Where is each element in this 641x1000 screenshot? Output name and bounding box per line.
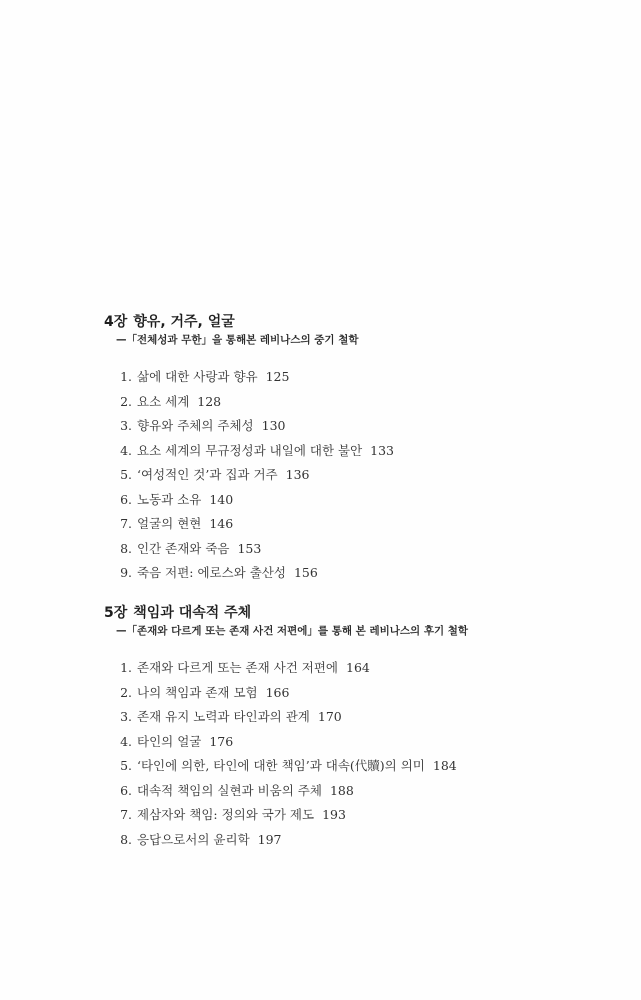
entry-title: 타인의 얼굴 bbox=[137, 733, 202, 749]
entry-title: 인간 존재와 죽음 bbox=[137, 540, 230, 556]
toc-entry[interactable] bbox=[117, 537, 604, 562]
entry-page: 166 bbox=[265, 684, 290, 700]
toc-entry[interactable] bbox=[117, 512, 604, 537]
entry-index: 5. bbox=[120, 467, 132, 482]
entry-title: 제삼자와 책임: 정의와 국가 제도 bbox=[137, 807, 315, 822]
chapter-5-section bbox=[104, 603, 604, 852]
entry-page: 164 bbox=[346, 660, 370, 675]
toc-entry[interactable] bbox=[117, 463, 604, 488]
entry-index: 2. bbox=[120, 684, 132, 700]
entry-title: 존재와 다르게 또는 존재 사건 저편에 bbox=[137, 660, 338, 675]
entry-page: 193 bbox=[322, 807, 346, 822]
entry-page: 176 bbox=[209, 733, 234, 749]
entry-title: 요소 세계의 무규정성과 내일에 대한 불안 bbox=[137, 442, 363, 458]
entry-title: ‘타인에 의한, 타인에 대한 책임’과 대속(代贖)의 의미 bbox=[137, 758, 425, 773]
entry-page: 128 bbox=[197, 393, 222, 409]
chapter-number: 4장 bbox=[104, 314, 128, 330]
entry-index: 1. bbox=[120, 369, 132, 384]
chapter-subtitle: —「전체성과 무한」을 통해본 레비나스의 중기 철학 bbox=[116, 334, 359, 346]
chapter-number: 5장 bbox=[104, 605, 128, 621]
entry-index: 4. bbox=[120, 733, 132, 749]
toc-list bbox=[117, 656, 604, 852]
entry-title: 응답으로서의 윤리학 bbox=[137, 831, 250, 847]
entry-title: 존재 유지 노력과 타인과의 관계 bbox=[137, 709, 310, 724]
entry-page: 125 bbox=[265, 369, 290, 384]
toc-entry[interactable] bbox=[117, 730, 604, 755]
toc-entry[interactable] bbox=[117, 439, 604, 464]
entry-index: 3. bbox=[120, 418, 132, 433]
entry-index: 3. bbox=[120, 709, 132, 724]
entry-index: 8. bbox=[120, 831, 132, 847]
entry-page: 197 bbox=[257, 831, 282, 847]
entry-page: 130 bbox=[261, 418, 286, 433]
toc-entry[interactable] bbox=[117, 779, 604, 804]
toc-list bbox=[117, 365, 604, 586]
entry-page: 146 bbox=[209, 516, 234, 531]
entry-title: 노동과 소유 bbox=[137, 491, 202, 507]
chapter-4-section bbox=[104, 312, 604, 586]
toc-entry[interactable] bbox=[117, 828, 604, 853]
entry-index: 6. bbox=[120, 782, 132, 798]
entry-page: 170 bbox=[317, 709, 342, 724]
entry-title: 삶에 대한 사랑과 향유 bbox=[137, 369, 258, 384]
entry-page: 140 bbox=[209, 491, 234, 507]
toc-entry[interactable] bbox=[117, 488, 604, 513]
toc-entry[interactable] bbox=[117, 390, 604, 415]
entry-title: 죽음 저편: 에로스와 출산성 bbox=[137, 565, 286, 580]
entry-title: 대속적 책임의 실현과 비움의 주체 bbox=[137, 782, 322, 798]
toc-entry[interactable] bbox=[117, 803, 604, 828]
entry-index: 9. bbox=[120, 565, 132, 580]
entry-index: 7. bbox=[120, 807, 132, 822]
toc-entry[interactable] bbox=[117, 365, 604, 390]
entry-index: 8. bbox=[120, 540, 132, 556]
entry-index: 1. bbox=[120, 660, 132, 675]
entry-index: 4. bbox=[120, 442, 132, 458]
entry-title: 향유와 주체의 주체성 bbox=[137, 418, 254, 433]
chapter-title-text: 책임과 대속적 주체 bbox=[133, 605, 252, 621]
entry-page: 184 bbox=[432, 758, 457, 773]
entry-page: 156 bbox=[293, 565, 318, 580]
entry-page: 188 bbox=[329, 782, 354, 798]
chapter-title bbox=[104, 603, 604, 623]
chapter-title bbox=[104, 312, 604, 332]
toc-entry[interactable] bbox=[117, 656, 604, 681]
entry-title: 요소 세계 bbox=[137, 393, 190, 409]
toc-entry[interactable] bbox=[117, 414, 604, 439]
entry-page: 133 bbox=[370, 442, 395, 458]
entry-index: 5. bbox=[120, 758, 132, 773]
toc-entry[interactable] bbox=[117, 561, 604, 586]
chapter-title-text: 향유, 거주, 얼굴 bbox=[133, 314, 235, 330]
entry-title: ‘여성적인 것’과 집과 거주 bbox=[137, 467, 278, 482]
entry-index: 6. bbox=[120, 491, 132, 507]
toc-entry[interactable] bbox=[117, 681, 604, 706]
entry-index: 2. bbox=[120, 393, 132, 409]
entry-page: 153 bbox=[237, 540, 262, 556]
chapter-subtitle: —「존재와 다르게 또는 존재 사건 저편에」를 통해 본 레비나스의 후기 철학 bbox=[116, 625, 469, 637]
entry-title: 얼굴의 현현 bbox=[137, 516, 202, 531]
toc-entry[interactable] bbox=[117, 754, 604, 779]
entry-page: 136 bbox=[285, 467, 310, 482]
entry-index: 7. bbox=[120, 516, 132, 531]
toc-entry[interactable] bbox=[117, 705, 604, 730]
entry-title: 나의 책임과 존재 모험 bbox=[137, 684, 258, 700]
